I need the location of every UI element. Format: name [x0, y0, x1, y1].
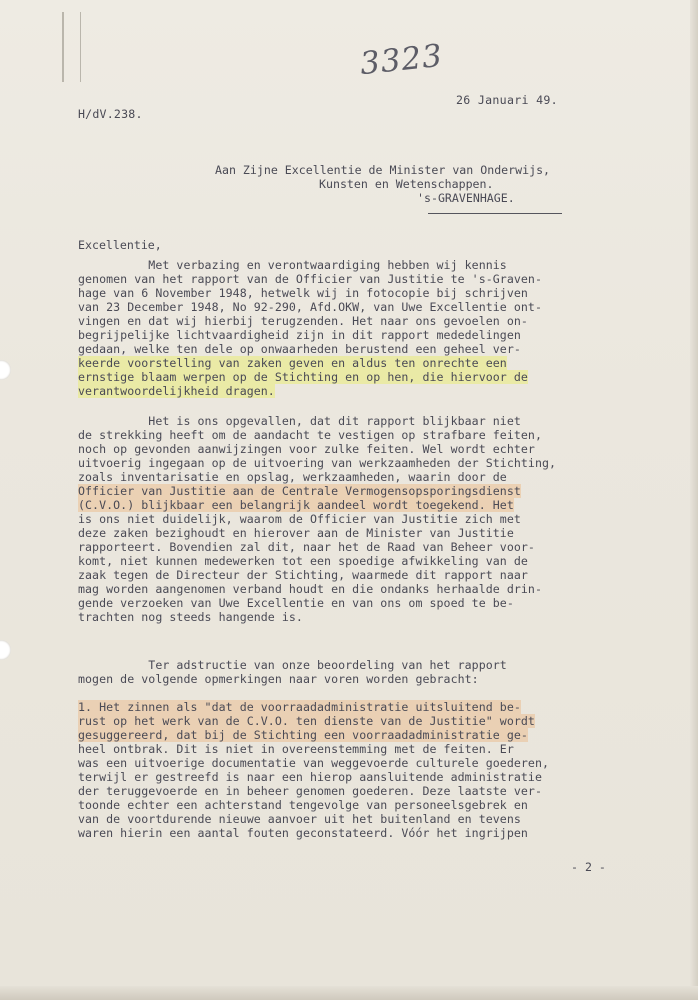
text-line: terwijl er gestreefd is naar een hierop aansluitende administratie — [78, 770, 542, 784]
text-line: mogen de volgende opmerkingen naar voren worden gebracht: — [78, 672, 479, 686]
text-line: heel ontbrak. Dit is niet in overeenstemming met de feiten. Er — [78, 742, 514, 756]
paragraph-2 — [78, 414, 688, 624]
text-line: waren hierin een aantal fouten geconstateerd. Vóór het ingrijpen — [78, 826, 528, 840]
text-line: rapporteert. Bovendien zal dit, naar het de Raad van Beheer voor- — [78, 540, 535, 554]
paragraph-4 — [78, 700, 688, 840]
text-line: gende verzoeken van Uwe Excellentie en van ons om spoed te be- — [78, 596, 514, 610]
text-line: was een uitvoerige documentatie van weggevoerde culturele goederen, — [78, 756, 550, 770]
punch-hole-bottom — [0, 640, 11, 660]
text-line: Ter adstructie van onze beoordeling van het rapport — [78, 658, 507, 672]
highlighted-line: (C.V.O.) blijkbaar een belangrijk aandeel wordt toegekend. Het — [78, 498, 514, 512]
highlighted-line: Officier van Justitie aan de Centrale Vermogensopsporingsdienst — [78, 484, 521, 498]
text-line: is ons niet duidelijk, waarom de Officier van Justitie zich met — [78, 512, 521, 526]
text-line: mag worden aangenomen verband houdt en die ondanks herhaalde drin- — [78, 582, 542, 596]
text-line: van 23 December 1948, No 92-290, Afd.OKW, van Uwe Excellentie ont- — [78, 300, 542, 314]
paper-crease — [62, 12, 64, 82]
paper-edge — [690, 0, 698, 1000]
highlighted-line: gesuggereerd, dat bij de Stichting een voorraadadministratie ge- — [78, 728, 528, 742]
text-line: zoals inventarisatie en opslag, werkzaamheden, waarin door de — [78, 470, 507, 484]
recipient-address — [215, 163, 550, 205]
address-line: Kunsten en Wetenschappen. — [319, 177, 494, 191]
highlighted-line: ernstige blaam werpen op de Stichting en op hen, die hiervoor de — [78, 370, 528, 384]
text-line: genomen van het rapport van de Officier van Justitie te 's-Graven- — [78, 272, 542, 286]
paragraph-3 — [78, 658, 688, 686]
text-line: gedaan, welke ten dele op onwaarheden berustend een geheel ver- — [78, 342, 521, 356]
address-line: 's-GRAVENHAGE. — [417, 191, 515, 205]
highlighted-line: 1. Het zinnen als "dat de voorraadadministratie uitsluitend be- — [78, 700, 521, 714]
highlighted-line: rust op het werk van de C.V.O. ten dienste van de Justitie" wordt — [78, 714, 535, 728]
handwritten-number: 3323 — [358, 37, 445, 83]
page-number: - 2 - — [571, 860, 606, 874]
text-line: vingen en dat wij hierbij terugzenden. Het naar ons gevoelen on- — [78, 314, 528, 328]
punch-hole-top — [0, 360, 11, 380]
highlighted-line: verantwoordelijkheid dragen. — [78, 384, 275, 398]
text-line: toonde echter een achterstand tengevolge van personeelsgebrek en — [78, 798, 528, 812]
text-line: van de voortdurende nieuwe aanvoer uit het buitenland en tevens — [78, 812, 521, 826]
reference-number: H/dV.238. — [78, 107, 143, 121]
text-line: der teruggevoerde en in beheer genomen goederen. Deze laatste ver- — [78, 784, 542, 798]
paper-bottom-edge — [0, 986, 698, 1000]
highlighted-line: keerde voorstelling van zaken geven en aldus ten onrechte een — [78, 356, 507, 370]
address-underline — [428, 213, 562, 214]
text-line: de strekking heeft om de aandacht te vestigen op strafbare feiten, — [78, 428, 542, 442]
letter-date: 26 Januari 49. — [456, 93, 558, 107]
text-line: Met verbazing en verontwaardiging hebben wij kennis — [78, 258, 507, 272]
text-line: noch op gevonden aanwijzingen voor zulke feiten. Wel wordt echter — [78, 442, 535, 456]
paragraph-1 — [78, 258, 688, 398]
text-line: Het is ons opgevallen, dat dit rapport blijkbaar niet — [78, 414, 521, 428]
address-line: Aan Zijne Excellentie de Minister van Onderwijs, — [215, 163, 551, 177]
text-line: trachten nog steeds hangende is. — [78, 610, 303, 624]
salutation: Excellentie, — [78, 238, 162, 252]
text-line: uitvoerig ingegaan op de uitvoering van werkzaamheden der Stichting, — [78, 456, 557, 470]
paper-crease — [80, 12, 81, 82]
text-line: hage van 6 November 1948, hetwelk wij in fotocopie bij schrijven — [78, 286, 528, 300]
text-line: zaak tegen de Directeur der Stichting, waarmede dit rapport naar — [78, 568, 528, 582]
text-line: komt, niet kunnen medewerken tot een spoedige afwikkeling van de — [78, 554, 528, 568]
text-line: deze zaken bezighoudt en hierover aan de Minister van Justitie — [78, 526, 514, 540]
text-line: begrijpelijke lichtvaardigheid zijn in dit rapport mededelingen — [78, 328, 521, 342]
